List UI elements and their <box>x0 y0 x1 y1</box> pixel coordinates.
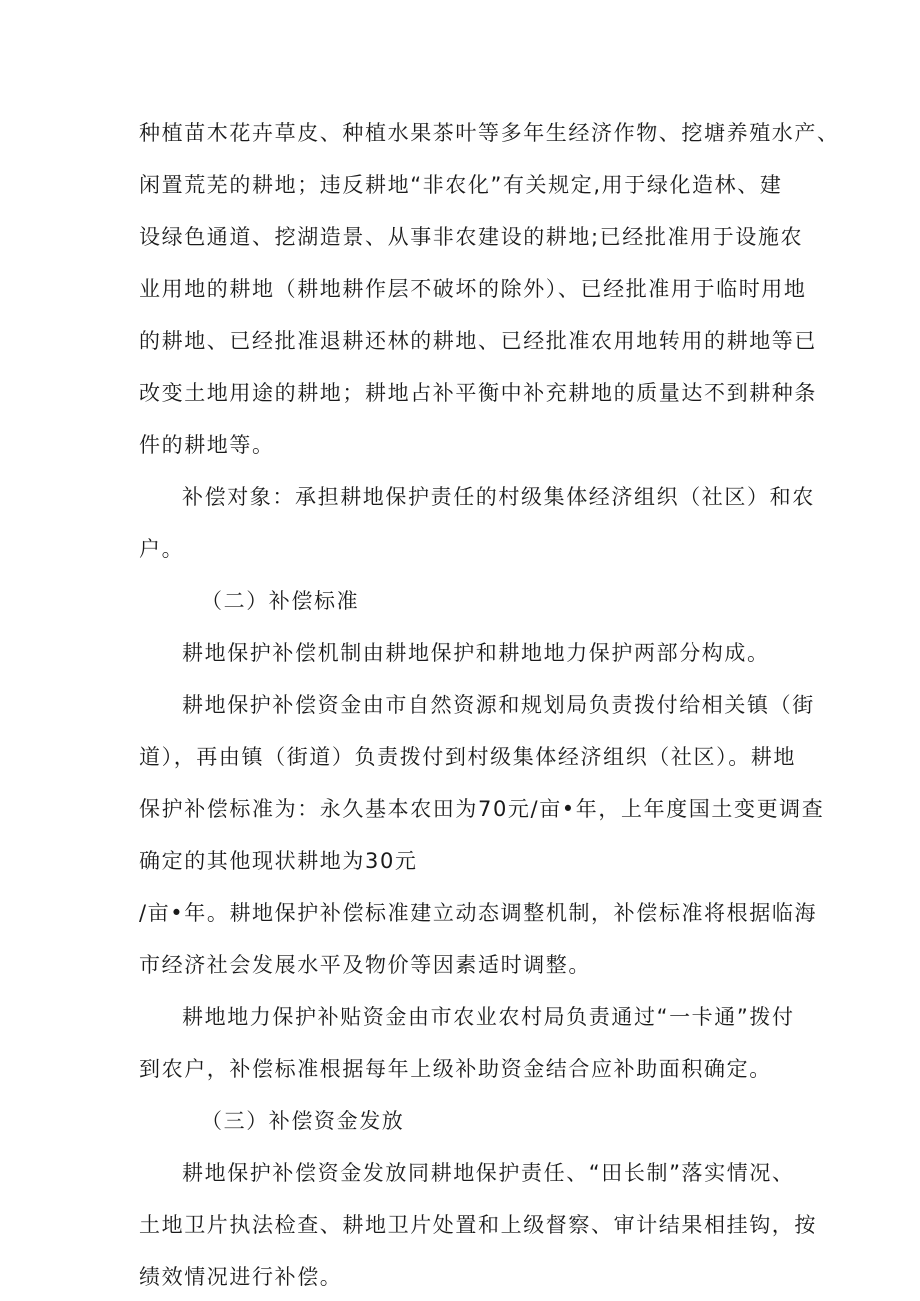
paragraph-line: 业用地的耕地（耕地耕作层不破坏的除外）、已经批准用于临时用地 <box>139 277 807 301</box>
paragraph-line: 补偿对象：承担耕地保护责任的村级集体经济组织（社区）和农 <box>182 485 815 509</box>
paragraph-line: 的耕地、已经批准退耕还林的耕地、已经批准农用地转用的耕地等已 <box>139 329 817 353</box>
paragraph-line: 市经济社会发展水平及物价等因素适时调整。 <box>139 953 591 977</box>
paragraph-line: 种植苗木花卉草皮、种植水果茶叶等多年生经济作物、挖塘养殖水产、 <box>139 121 840 145</box>
paragraph-line: 闲置荒芜的耕地；违反耕地“非农化”有关规定,用于绿化造林、建 <box>139 173 783 197</box>
paragraph-line: 到农户，补偿标准根据每年上级补助资金结合应补助面积确定。 <box>139 1057 772 1081</box>
paragraph-line: 确定的其他现状耕地为30元 <box>139 849 418 873</box>
paragraph-line: 户。 <box>139 537 185 561</box>
paragraph-line: 设绿色通道、挖湖造景、从事非农建设的耕地;已经批准用于设施农 <box>139 225 804 249</box>
paragraph-line: /亩•年。耕地保护补偿标准建立动态调整机制，补偿标准将根据临海 <box>139 901 818 925</box>
paragraph-line: 耕地保护补偿机制由耕地保护和耕地地力保护两部分构成。 <box>182 641 770 665</box>
paragraph-line: 道），再由镇（街道）负责拨付到村级集体经济组织（社区）。耕地 <box>139 745 796 769</box>
paragraph-line: 件的耕地等。 <box>139 433 275 457</box>
section-heading: （三）补偿资金发放 <box>201 1109 405 1133</box>
paragraph-line: 改变土地用途的耕地；耕地占补平衡中补充耕地的质量达不到耕种条 <box>139 381 817 405</box>
section-heading: （二）补偿标准 <box>201 589 360 613</box>
paragraph-line: 耕地保护补偿资金发放同耕地保护责任、“田长制”落实情况、 <box>182 1161 795 1185</box>
paragraph-line: 保护补偿标准为：永久基本农田为70元/亩•年，上年度国土变更调查 <box>139 797 825 821</box>
paragraph-line: 耕地地力保护补贴资金由市农业农村局负责通过“一卡通”拨付 <box>182 1005 795 1029</box>
paragraph-line: 土地卫片执法检查、耕地卫片处置和上级督察、审计结果相挂钩，按 <box>139 1213 817 1237</box>
paragraph-line: 耕地保护补偿资金由市自然资源和规划局负责拨付给相关镇（街 <box>182 693 815 717</box>
paragraph-line: 绩效情况进行补偿。 <box>139 1265 343 1289</box>
